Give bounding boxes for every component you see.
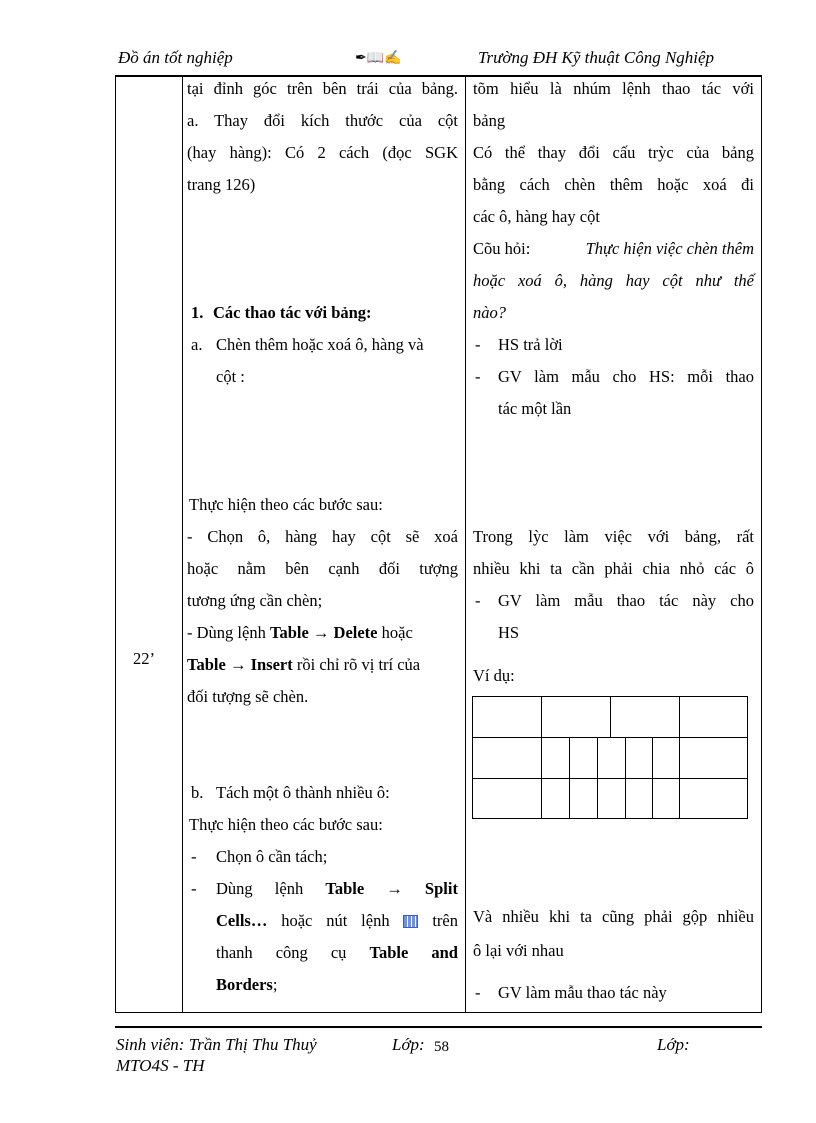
grid-cell — [679, 778, 748, 819]
cmd-table: Table — [369, 943, 409, 962]
section-title: Các thao tác với bảng: — [213, 303, 372, 322]
question-text: Thực hiện việc chèn thêm — [585, 239, 754, 258]
text: hoặc — [377, 623, 413, 642]
grid-cell — [472, 778, 541, 819]
word: Dùng — [216, 879, 253, 898]
list-item — [216, 879, 458, 899]
list-item: HS trả lời — [498, 335, 563, 354]
text: - Dùng lệnh — [187, 623, 270, 642]
student-label: Sinh viên: — [116, 1035, 185, 1054]
question-text: nào? — [473, 303, 506, 322]
item-title: Chèn thêm hoặc xoá ô, hàng và — [216, 335, 424, 354]
item-title: cột : — [216, 367, 245, 386]
text: rồi chỉ rõ vị trí của — [292, 655, 421, 674]
right-line: Trong lỳc làm việc với bảng, rất — [473, 527, 754, 546]
dash: - — [191, 879, 197, 898]
cmd-delete: Delete — [333, 623, 378, 642]
left-line: hoặc nằm bên cạnh đối tượng — [187, 559, 458, 578]
left-line: tương ứng cần chèn; — [187, 591, 323, 610]
word: hoặc — [281, 911, 313, 930]
header-left: Đồ án tốt nghiệp — [118, 48, 233, 67]
command-line — [187, 655, 420, 675]
cmd-insert: Insert — [250, 655, 293, 674]
grid-cell — [541, 696, 610, 737]
dash: - — [475, 335, 481, 354]
grid-cell — [652, 737, 679, 778]
left-line: đối tượng sẽ chèn. — [187, 687, 309, 706]
right-line: Và nhiều khi ta cũng phải gộp nhiều — [473, 907, 754, 926]
grid-cell — [569, 737, 597, 778]
header-ornament-icon: ✒📖✍ — [355, 51, 402, 66]
word: lệnh — [274, 879, 304, 898]
dash: - — [475, 591, 481, 610]
header-right: Trường ĐH Kỹ thuật Công Nghiệp — [478, 48, 715, 67]
table-top-border — [115, 75, 762, 77]
word: cụ — [330, 943, 347, 962]
cmd-borders: Borders — [216, 975, 273, 994]
split-cells-icon — [403, 915, 418, 928]
right-line: bằng cách chèn thêm hoặc xoá đi — [473, 175, 754, 194]
item-label: b. — [191, 783, 204, 802]
left-line: a. Thay đổi kích thước của cột — [187, 111, 458, 130]
cmd-table: Table — [187, 655, 226, 674]
table-right-border — [761, 76, 762, 1013]
time-cell: 22’ — [133, 649, 155, 668]
list-item — [216, 943, 458, 963]
table-bottom-border — [115, 1012, 762, 1013]
cmd-table: Table — [269, 623, 309, 642]
grid-cell — [610, 696, 679, 737]
cmd-table: Table — [325, 879, 365, 898]
left-line: trang 126) — [187, 175, 256, 194]
footer-class-code: MTO4S - TH — [116, 1056, 205, 1075]
word: công — [275, 943, 308, 962]
steps-heading: Thực hiện theo các bước sau: — [189, 495, 383, 514]
question-line — [473, 239, 754, 259]
grid-cell — [597, 737, 625, 778]
grid-cell — [597, 778, 625, 819]
example-grid — [472, 696, 748, 819]
grid-cell — [679, 737, 748, 778]
grid-cell — [472, 696, 541, 737]
cmd-split: Split — [424, 879, 458, 898]
list-item — [216, 911, 458, 931]
table-left-border — [115, 76, 116, 1013]
cmd-cells: Cells… — [216, 911, 268, 930]
list-item: GV làm mẫu cho HS: mỗi thao — [498, 367, 754, 386]
right-line: ô lại với nhau — [473, 941, 564, 960]
arrow-icon: → — [386, 879, 403, 898]
grid-cell — [569, 778, 597, 819]
list-item: Chọn ô cần tách; — [216, 847, 328, 866]
footer-rule — [115, 1026, 762, 1028]
command-line — [187, 623, 413, 643]
right-line: tõm hiểu là nhúm lệnh thao tác với — [473, 79, 754, 98]
text: ; — [272, 975, 278, 994]
grid-cell — [652, 778, 679, 819]
arrow-icon: → — [312, 623, 330, 642]
grid-cell — [541, 778, 569, 819]
col-divider-1 — [182, 76, 183, 1013]
grid-cell — [472, 737, 541, 778]
dash: - — [475, 367, 481, 386]
list-item: HS — [498, 623, 520, 642]
footer-class-label: Lớp: — [392, 1035, 425, 1054]
right-line: các ô, hàng hay cột — [473, 207, 600, 226]
page-number: 58 — [434, 1039, 449, 1055]
footer-class-label-2: Lớp: — [657, 1035, 690, 1054]
left-line: - Chọn ô, hàng hay cột sẽ xoá — [187, 527, 458, 546]
grid-cell — [541, 737, 569, 778]
grid-cell — [625, 737, 652, 778]
right-line: Có thể thay đổi cấu trỳc của bảng — [473, 143, 754, 162]
item-title: Tách một ô thành nhiều ô: — [216, 783, 390, 802]
right-line: nhiều khi ta cần phải chia nhỏ các ô — [473, 559, 754, 578]
example-label: Ví dụ: — [473, 666, 515, 685]
section-number: 1. — [191, 303, 204, 322]
left-line: (hay hàng): Có 2 cách (đọc SGK — [187, 143, 458, 162]
dash: - — [475, 983, 481, 1002]
list-item: GV làm mẫu thao tác này — [498, 983, 667, 1002]
word: trên — [432, 911, 458, 930]
word: nút — [326, 911, 348, 930]
cmd-and: and — [431, 943, 458, 962]
steps-heading: Thực hiện theo các bước sau: — [189, 815, 383, 834]
word: lệnh — [361, 911, 390, 930]
grid-cell — [679, 696, 748, 737]
col-divider-2 — [465, 76, 466, 1013]
list-item — [216, 975, 277, 995]
right-line: bảng — [473, 111, 506, 130]
grid-cell — [625, 778, 652, 819]
left-line: tại đỉnh góc trên bên trái của bảng. — [187, 79, 458, 98]
student-name: Trần Thị Thu Thuỷ — [184, 1035, 317, 1054]
word: thanh — [216, 943, 253, 962]
question-label: Cõu hỏi: — [473, 239, 535, 258]
question-text: hoặc xoá ô, hàng hay cột như thế — [473, 271, 754, 290]
dash: - — [191, 847, 197, 866]
footer-student — [116, 1035, 317, 1055]
item-label: a. — [191, 335, 203, 354]
list-item: GV làm mẫu thao tác này cho — [498, 591, 754, 610]
arrow-icon: → — [229, 655, 247, 674]
list-item: tác một lần — [498, 399, 572, 418]
